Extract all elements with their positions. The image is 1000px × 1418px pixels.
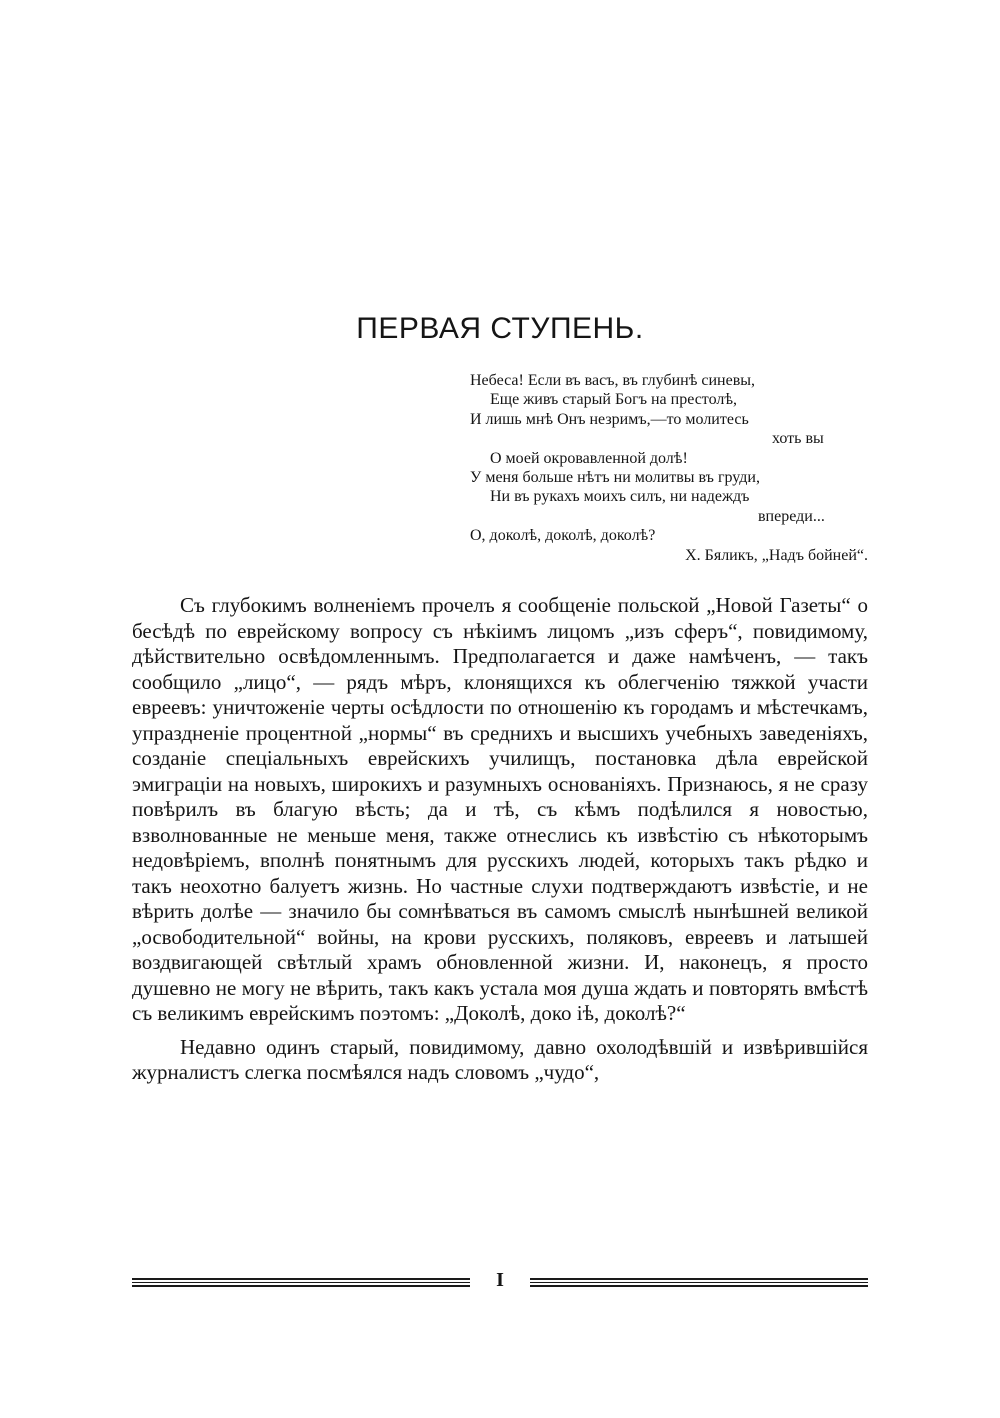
chapter-title: ПЕРВАЯ СТУПЕНЬ.	[356, 312, 644, 345]
epigraph-line: хоть вы	[772, 430, 824, 448]
epigraph-line: О, доколѣ, доколѣ, доколѣ?	[470, 527, 656, 545]
epigraph-line: Небеса! Если въ васъ, въ глубинѣ синевы,	[470, 372, 756, 389]
footer-rule-right	[530, 1278, 868, 1287]
epigraph-attribution: Х. Бяликъ, „Надъ бойней“.	[685, 546, 868, 564]
epigraph-line: О моей окровавленной долѣ!	[490, 449, 688, 467]
footer-rule-left	[132, 1278, 470, 1287]
page-number: I	[496, 1269, 504, 1291]
epigraph-line: У меня больше нѣтъ ни молитвы въ груди,	[470, 469, 760, 487]
epigraph-line: впереди...	[758, 507, 825, 525]
paragraph: Съ глубокимъ волненіемъ прочелъ я сообщеніе польской „Новой Газеты“ о бесѣдѣ по еврейскому вопросу съ нѣкіимъ лицомъ „изъ сферъ“, повидимому, дѣйствительно освѣдомленнымъ. Предполагается и даже намѣченъ, — такъ сообщило „лицо“, — рядъ мѣръ, клонящихся къ облегченію тяжкой участи евреевъ: уничтоженіе черты осѣдлости по отношенію къ городамъ и мѣстечкамъ, упраздненіе процентной „нормы“ въ среднихъ и высшихъ учебныхъ заведеніяхъ, созданіе спеціальныхъ еврейскихъ училищъ, постановка дѣла еврейской эмиграціи на новыхъ, широкихъ и разумныхъ основаніяхъ. Признаюсь, я не сразу повѣрилъ въ благую вѣсть; да и тѣ, съ кѣмъ подѣлился я новостью, взволнованные не меньше меня, также отнеслись къ извѣстію съ нѣкоторымъ недовѣріемъ, вполнѣ понятнымъ для русскихъ людей, которыхъ такъ рѣдко и такъ неохотно балуетъ жизнь. Но частные слухи подтверждаютъ извѣстіе, и не вѣрить долѣе — значило бы сомнѣваться въ самомъ смыслѣ нынѣшней великой „освободительной“ войны, на крови русскихъ, поляковъ, евреевъ и латышей воздвигающей свѣтлый храмъ обновленной жизни. И, наконецъ, я просто душевно не могу не вѣрить, такъ какъ устала моя душа ждать и повторять вмѣстѣ съ великимъ еврейскимъ поэтомъ: „Доколѣ, доко іѣ, доколѣ?“	[132, 593, 868, 1025]
epigraph	[470, 371, 870, 565]
paragraph: Недавно одинъ старый, повидимому, давно охолодѣвшій и извѣрившійся журналистъ слегка посмѣялся надъ словомъ „чудо“,	[132, 1034, 868, 1084]
page-footer	[132, 1269, 868, 1296]
epigraph-line: Еще живъ старый Богъ на престолѣ,	[490, 391, 738, 409]
epigraph-line: Ни въ рукахъ моихъ силъ, ни надеждъ	[490, 488, 750, 506]
epigraph-line: И лишь мнѣ Онъ незримъ,—то молитесь	[470, 410, 749, 428]
body-text	[132, 593, 868, 1094]
